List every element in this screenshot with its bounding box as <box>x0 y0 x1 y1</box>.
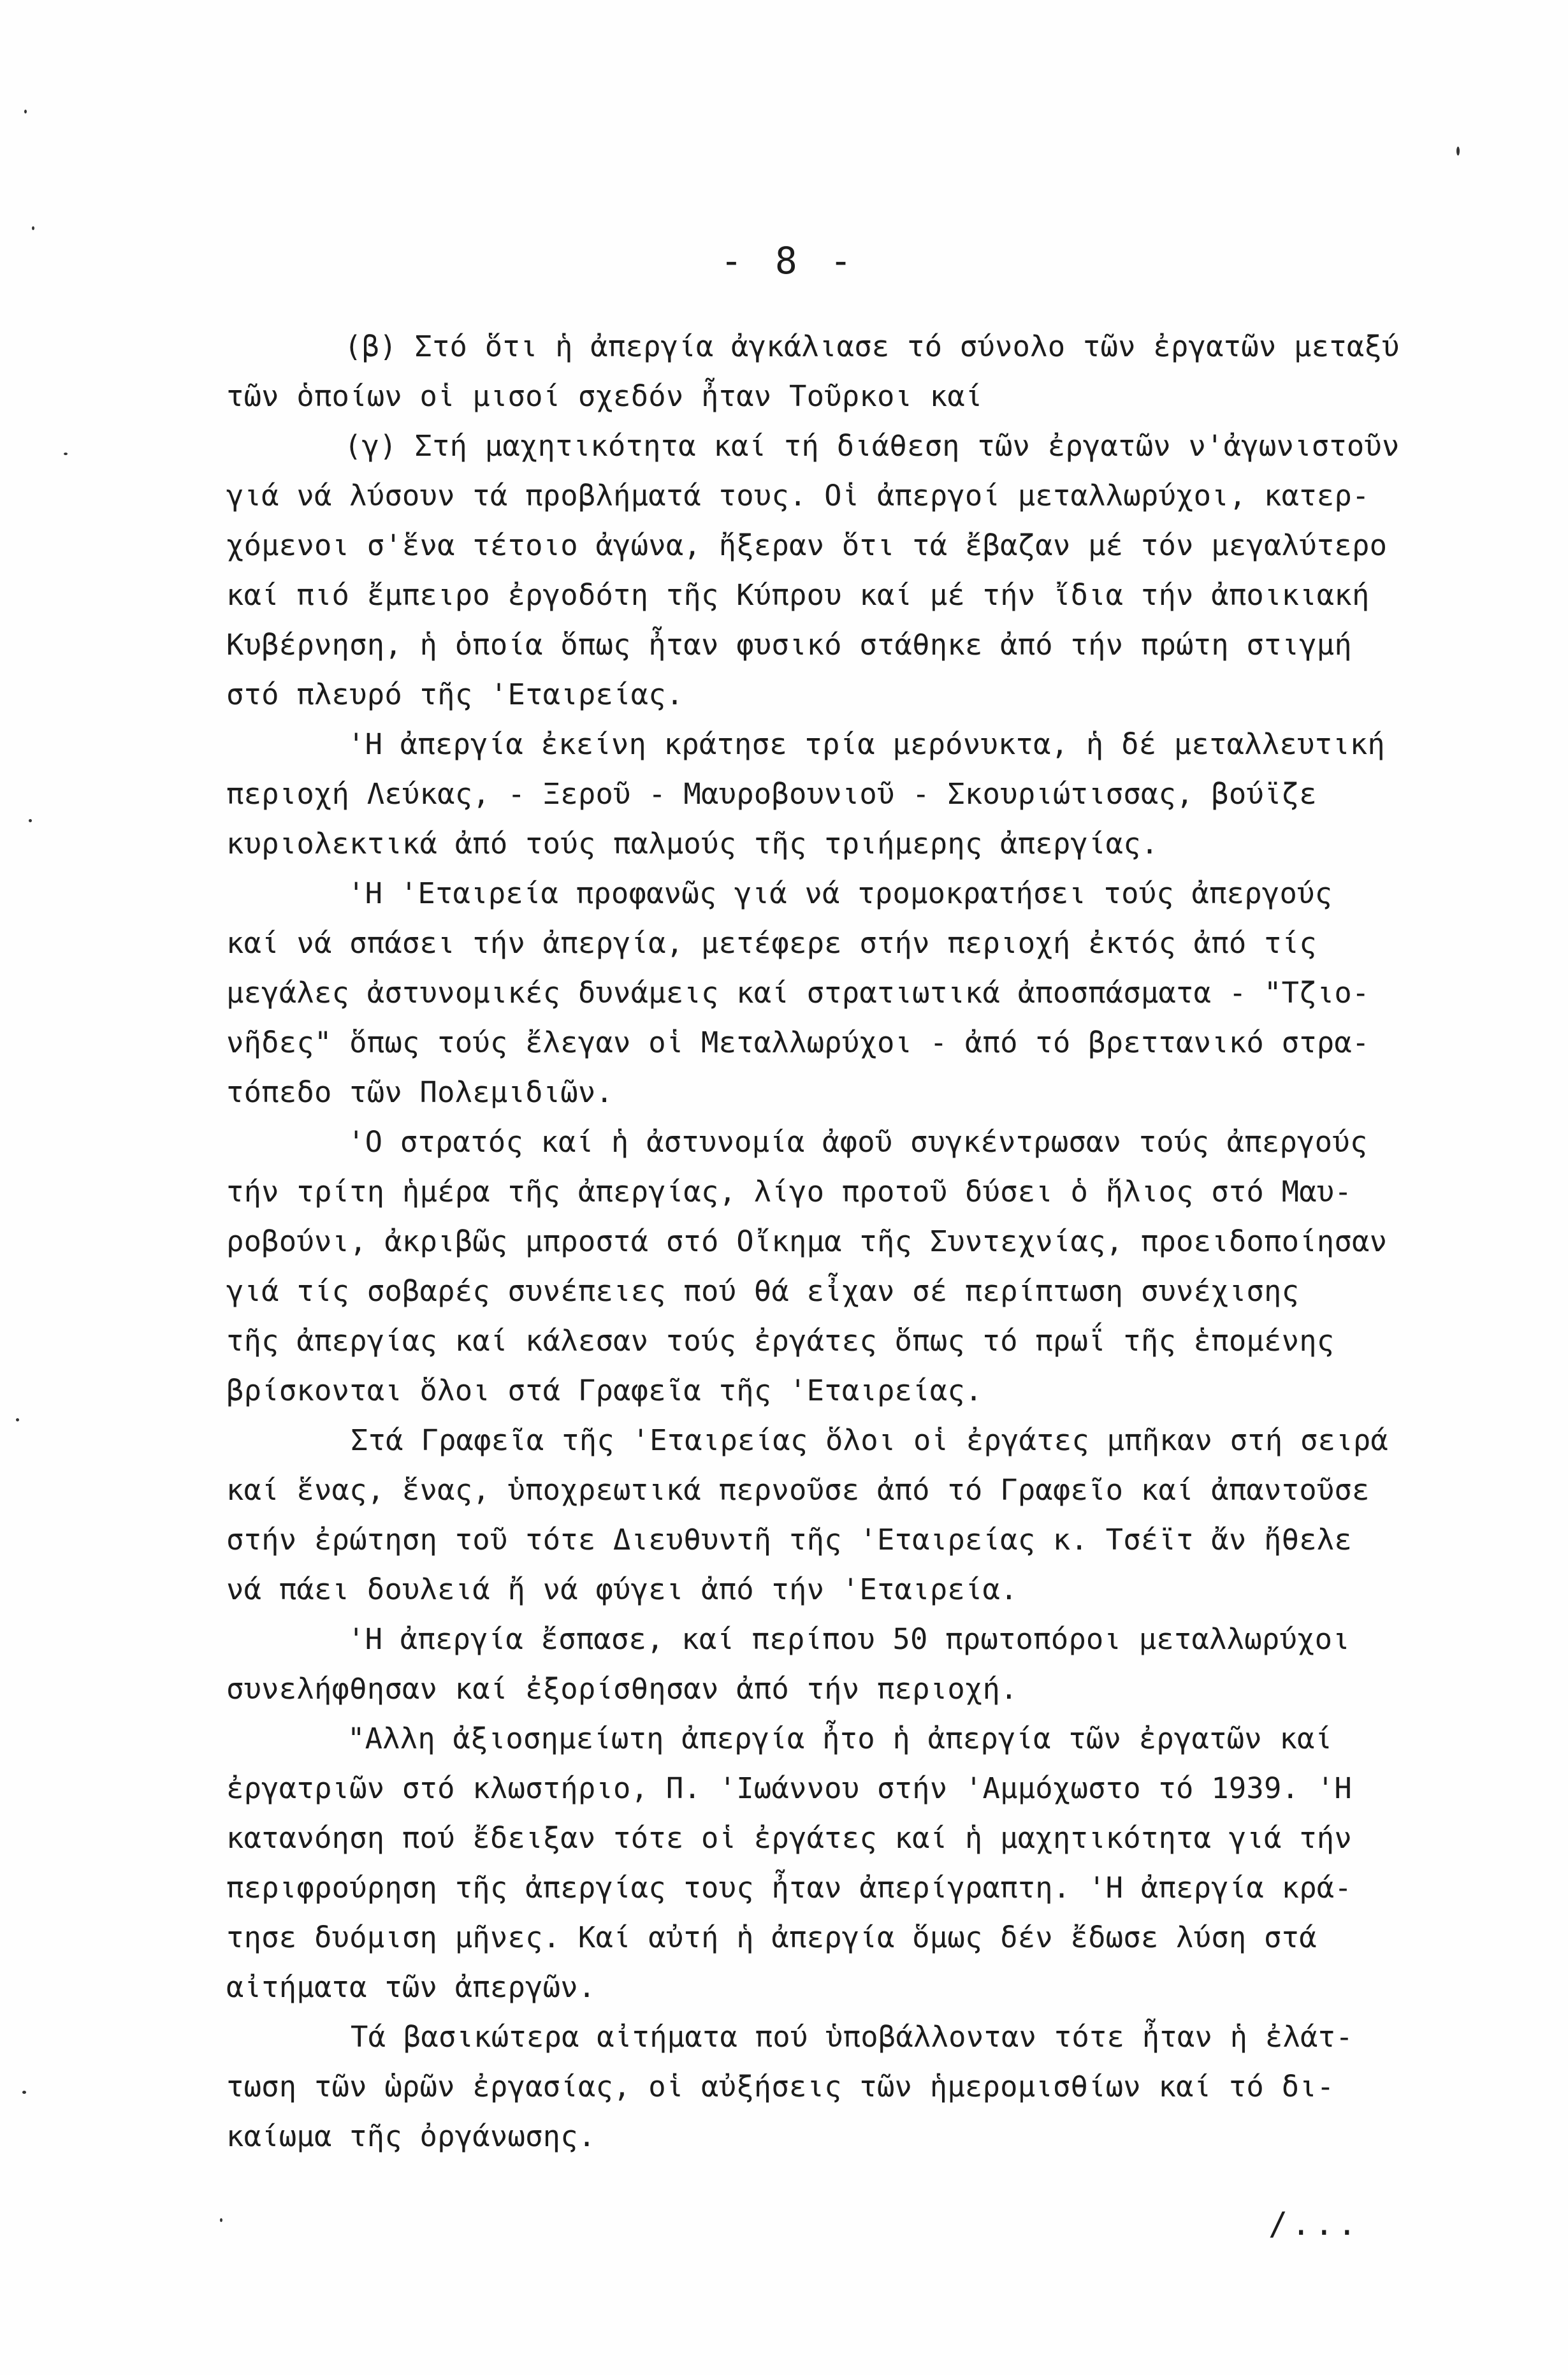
text-line: τησε δυόμιση μῆνες. Καί αὐτή ἡ ἀπεργία ὅμως δέν ἔδωσε λύση στά <box>226 1921 1317 1954</box>
text-line: περιοχή Λεύκας, - Ξεροῦ - Μαυροβουνιοῦ - Σκουριώτισσας, βούϊζε <box>226 777 1317 811</box>
text-line: στήν ἐρώτηση τοῦ τότε Διευθυντῆ τῆς 'Εταιρείας κ. Τσέϊτ ἄν ἤθελε <box>226 1523 1352 1557</box>
text-line: Τά βασικώτερα αἰτήματα πού ὑποβάλλονταν τότε ἦταν ἡ ἐλάτ- <box>351 2020 1353 2054</box>
text-line: 'Ο στρατός καί ἡ ἀστυνομία ἀφοῦ συγκέντρωσαν τούς ἀπεργούς <box>347 1125 1368 1159</box>
text-line: καί νά σπάσει τήν ἀπεργία, μετέφερε στήν περιοχή ἐκτός ἀπό τίς <box>226 926 1317 960</box>
scan-speck <box>220 2218 222 2222</box>
text-line: καίωμα τῆς ὀργάνωσης. <box>226 2119 596 2153</box>
text-line: 'Η ἀπεργία ἐκείνη κράτησε τρία μερόνυκτα, ἡ δέ μεταλλευτική <box>347 727 1386 761</box>
text-line: "Αλλη ἀξιοσημείωτη ἀπεργία ἦτο ἡ ἀπεργία τῶν ἐργατῶν καί <box>347 1722 1333 1755</box>
text-line: τῆς ἀπεργίας καί κάλεσαν τούς ἐργάτες ὅπως τό πρωΐ τῆς ἑπομένης <box>226 1324 1335 1358</box>
text-line: αἰτήματα τῶν ἀπεργῶν. <box>226 1970 596 2004</box>
text-line: γιά νά λύσουν τά προβλήματά τους. Οἱ ἀπεργοί μεταλλωρύχοι, κατερ- <box>226 479 1370 512</box>
text-line: (β) Στό ὅτι ἡ ἀπεργία ἀγκάλιασε τό σύνολο τῶν ἐργατῶν μεταξύ <box>344 330 1400 363</box>
text-line: τῶν ὁποίων οἱ μισοί σχεδόν ἦταν Τοῦρκοι καί <box>226 379 983 413</box>
text-line: συνελήφθησαν καί ἐξορίσθησαν ἀπό τήν περιοχή. <box>226 1672 1018 1706</box>
scan-speck <box>64 453 68 455</box>
scan-speck <box>1456 147 1460 156</box>
text-line: τήν τρίτη ἡμέρα τῆς ἀπεργίας, λίγο προτοῦ δύσει ὁ ἥλιος στό Μαυ- <box>226 1175 1352 1209</box>
body-text <box>226 322 1495 2161</box>
scan-speck <box>32 226 34 230</box>
text-line: κατανόηση πού ἔδειξαν τότε οἱ ἐργάτες καί ἡ μαχητικότητα γιά τήν <box>226 1821 1352 1855</box>
scan-speck <box>24 110 27 113</box>
page-number: - 8 - <box>720 239 857 282</box>
text-line: στό πλευρό τῆς 'Εταιρείας. <box>226 678 684 711</box>
scan-speck <box>29 819 32 822</box>
text-line: Κυβέρνηση, ἡ ὁποία ὅπως ἦταν φυσικό στάθηκε ἀπό τήν πρώτη στιγμή <box>226 628 1352 662</box>
text-line: (γ) Στή μαχητικότητα καί τή διάθεση τῶν ἐργατῶν ν'ἀγωνιστοῦν <box>344 429 1400 463</box>
continuation-mark: /... <box>1268 2205 1361 2242</box>
text-line: καί ἕνας, ἕνας, ὑποχρεωτικά περνοῦσε ἀπό τό Γραφεῖο καί ἀπαντοῦσε <box>226 1473 1370 1507</box>
scan-speck <box>16 1418 19 1421</box>
text-line: τωση τῶν ὡρῶν ἐργασίας, οἱ αὐξήσεις τῶν ἡμερομισθίων καί τό δι- <box>226 2070 1335 2103</box>
text-line: τόπεδο τῶν Πολεμιδιῶν. <box>226 1075 614 1109</box>
scan-speck <box>22 2091 26 2094</box>
text-line: 'Η ἀπεργία ἔσπασε, καί περίπου 50 πρωτοπόροι μεταλλωρύχοι <box>347 1622 1350 1656</box>
text-line: χόμενοι σ'ἕνα τέτοιο ἀγώνα, ἤξεραν ὅτι τά ἔβαζαν μέ τόν μεγαλύτερο <box>226 528 1388 562</box>
text-line: νά πάει δουλειά ἤ νά φύγει ἀπό τήν 'Εταιρεία. <box>226 1572 1018 1606</box>
text-line: βρίσκονται ὅλοι στά Γραφεῖα τῆς 'Εταιρείας. <box>226 1374 983 1407</box>
text-line: 'Η 'Εταιρεία προφανῶς γιά νά τρομοκρατήσει τούς ἀπεργούς <box>347 876 1333 910</box>
text-line: κυριολεκτικά ἀπό τούς παλμούς τῆς τριήμερης ἀπεργίας. <box>226 827 1159 861</box>
text-line: μεγάλες ἀστυνομικές δυνάμεις καί στρατιωτικά ἀποσπάσματα - "Τζιο- <box>226 976 1370 1010</box>
text-line: νῆδες" ὅπως τούς ἔλεγαν οἱ Μεταλλωρύχοι - ἀπό τό βρεττανικό στρα- <box>226 1026 1370 1059</box>
text-line: Στά Γραφεῖα τῆς 'Εταιρείας ὅλοι οἱ ἐργάτες μπῆκαν στή σειρά <box>351 1423 1389 1457</box>
text-line: ροβούνι, ἀκριβῶς μπροστά στό Οἴκημα τῆς Συντεχνίας, προειδοποίησαν <box>226 1224 1388 1258</box>
text-line: γιά τίς σοβαρές συνέπειες πού θά εἶχαν σέ περίπτωση συνέχισης <box>226 1274 1300 1308</box>
text-line: καί πιό ἔμπειρο ἐργοδότη τῆς Κύπρου καί μέ τήν ἴδια τήν ἀποικιακή <box>226 578 1370 612</box>
text-line: ἐργατριῶν στό κλωστήριο, Π. 'Ιωάννου στήν 'Αμμόχωστο τό 1939. 'Η <box>226 1771 1352 1805</box>
text-line: περιφρούρηση τῆς ἀπεργίας τους ἦταν ἀπερίγραπτη. 'Η ἀπεργία κρά- <box>226 1871 1352 1905</box>
